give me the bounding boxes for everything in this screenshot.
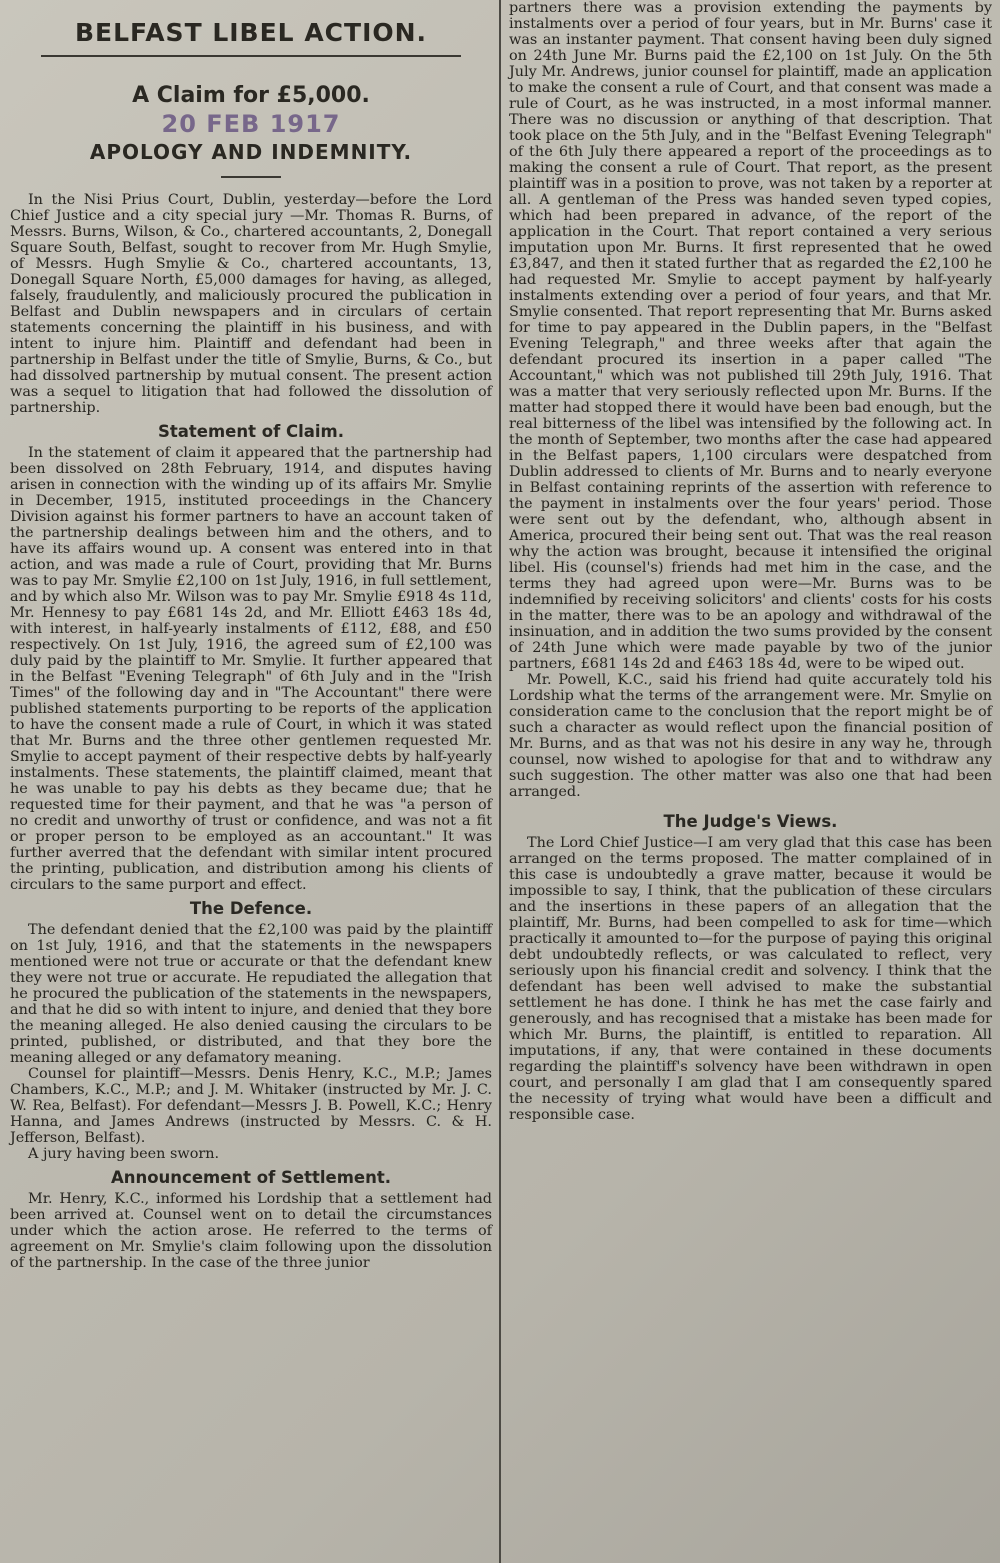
statement-heading: Statement of Claim. [157, 422, 345, 441]
judge-heading: The Judge's Views. [663, 812, 838, 831]
intro-paragraph: In the Nisi Prius Court, Dublin, yesterday—before the Lord Chief Justice and a city special jury —Mr. Thomas R. Burns, of Messrs. Burns, Wilson, & Co., chartered accountants, 2, Donegall Square South, Belfast, sought to recover from Mr. Hugh Smylie, of Messrs. Hugh Smylie & Co., chartered accountants, 13, Donegall Square North, £5,000 damages for having, as alleged, falsely, fraudulently, and maliciously procured the publication in Belfast and Dublin newspapers and in circulars of certain statements concerning the plaintiff in his business, and with intent to injure him. Plaintiff and defendant had been in partnership in Belfast under the title of Smylie, Burns, & Co., but had dissolved partnership by mutual consent. The present action was a sequel to litigation that had followed the dissolution of partnership. [10, 192, 492, 416]
headline-rule [41, 55, 461, 57]
settlement-heading: Announcement of Settlement. [110, 1168, 392, 1187]
jury-paragraph: A jury having been sworn. [28, 1146, 220, 1162]
date-stamp: 20 FEB 1917 [161, 110, 341, 138]
headline: BELFAST LIBEL ACTION. [74, 18, 428, 47]
column-divider [499, 0, 501, 1563]
subhead-claim: A Claim for £5,000. [132, 83, 370, 108]
powell-paragraph: Mr. Powell, K.C., said his friend had quite accurately told his Lordship what the terms of the arrangement were. Mr. Smylie on consideration came to the conclusion that the report might be of such a character as would reflect upon the financial position of Mr. Burns, and as that was not his desire in any way he, through counsel, now wished to apologise for that and to withdraw any such suggestion. The other matter was also one that had been arranged. [509, 672, 992, 800]
statement-paragraph: In the statement of claim it appeared that the partnership had been dissolved on 28th February, 1914, and disputes having arisen in connection with the winding up of its affairs Mr. Smylie in December, 1915, instituted proceedings in the Chancery Division against his former partners to have an account taken of the partnership dealings between him and the others, and to have its affairs wound up. A consent was entered into in that action, and was made a rule of Court, providing that Mr. Burns was to pay Mr. Smylie £2,100 on 1st July, 1916, in full settlement, and by which also Mr. Wilson was to pay Mr. Smylie £918 4s 11d, Mr. Hennesy to pay £681 14s 2d, and Mr. Elliott £463 18s 4d, with interest, in half-yearly instalments of £112, £88, and £50 respectively. On 1st July, 1916, the agreed sum of £2,100 was duly paid by the plaintiff to Mr. Smylie. It further appeared that in the Belfast "Evening Telegraph" of 6th July and in the "Irish Times" of the following day and in "The Accountant" there were published statements purporting to be reports of the application to have the consent made a rule of Court, in which it was stated that Mr. Burns and the three other gentlemen requested Mr. Smylie to accept payment of their respective debts by half-yearly instalments. These statements, the plaintiff claimed, meant that he was unable to pay his debts as they became due; that he requested time for their payment, and that he was "a person of no credit and unworthy of trust or confidence, and was not a fit or proper person to be employed as an accountant." It was further averred that the defendant with similar intent procured the printing, publication, and distribution among his clients of circulars to the same purport and effect. [10, 445, 492, 893]
counsel-paragraph: Counsel for plaintiff—Messrs. Denis Henry, K.C., M.P.; James Chambers, K.C., M.P.; and J. M. Whitaker (instructed by Mr. J. C. W. Rea, Belfast). For defendant—Messrs J. B. Powell, K.C.; Henry Hanna, and James Andrews (instructed by Messrs. C. & H. Jefferson, Belfast). [10, 1066, 492, 1146]
settlement-continued: partners there was a provision extending the payments by instalments over a period of four years, but in Mr. Burns' case it was an instanter payment. That consent having been duly signed on 24th June Mr. Burns paid the £2,100 on 1st July. On the 5th July Mr. Andrews, junior counsel for plaintiff, made an application to make the consent a rule of Court, and that consent was made a rule of Court, as he was instructed, in a most informal manner. There was no discussion or anything of that description. That took place on the 5th July, and in the "Belfast Evening Telegraph" of the 6th July there appeared a report of the proceedings as to making the consent a rule of Court. That report, as the present plaintiff was in a position to prove, was not taken by a reporter at all. A gentleman of the Press was handed seven typed copies, which had been prepared in advance, of the report of the application in the Court. That report contained a very serious imputation upon Mr. Burns. It first represented that he owed £3,847, and then it stated further that as regarded the £2,100 he had requested Mr. Smylie to accept payment by half-yearly instalments extending over a period of four years, and that Mr. Smylie consented. That report representing that Mr. Burns asked for time to pay appeared in the Dublin papers, in the "Belfast Evening Telegraph," and three weeks after that again the defendant procured its insertion in a paper called "The Accountant," which was not published till 29th July, 1916. That was a matter that very seriously reflected upon Mr. Burns. If the matter had stopped there it would have been bad enough, but the real bitterness of the libel was intensified by the following act. In the month of September, two months after the case had appeared in the Belfast papers, 1,100 circulars were despatched from Dublin addressed to clients of Mr. Burns and to nearly everyone in Belfast containing reprints of the assertion with reference to the payment in instalments over the four years' period. Those were sent out by the defendant, who, although absent in America, procured their being sent out. That was the real reason why the action was brought, because it intensified the original libel. His (counsel's) friends had met him in the case, and the terms they had agreed upon were—Mr. Burns was to be indemnified by receiving solicitors' and clients' costs for his costs in the matter, there was to be an apology and withdrawal of the insinuation, and in addition the two sums provided by the consent of 24th June which were made payable by two of the junior partners, £681 14s 2d and £463 18s 4d, were to be wiped out. [509, 0, 992, 672]
defence-heading: The Defence. [189, 899, 313, 918]
right-column [503, 0, 996, 1563]
section-rule [221, 176, 281, 178]
settlement-paragraph: Mr. Henry, K.C., informed his Lordship that a settlement had been arrived at. Counsel went on to detail the circumstances under which the action arose. He referred to the terms of agreement on Mr. Smylie's claim following upon the dissolution of the partnership. In the case of the three junior [10, 1191, 492, 1271]
subhead-apology: APOLOGY AND INDEMNITY. [89, 140, 413, 164]
defence-paragraph: The defendant denied that the £2,100 was paid by the plaintiff on 1st July, 1916, and that the statements in the newspapers mentioned were not true or accurate or that the defendant knew they were not true or accurate. He repudiated the allegation that he procured the publication of the statements in the newspapers, and that he did so with intent to injure, and denied that they bore the meaning alleged. He also denied causing the circulars to be printed, published, or distributed, and that they bore the meaning alleged or any defamatory meaning. [10, 922, 492, 1066]
judge-paragraph: The Lord Chief Justice—I am very glad that this case has been arranged on the terms proposed. The matter complained of in this case is undoubtedly a grave matter, because it would be impossible to say, I think, that the publication of these circulars and the insertions in these papers of an allegation that the plaintiff, Mr. Burns, had been compelled to ask for time—which practically it amounted to—for the purpose of paying this original debt undoubtedly reflects, or was calculated to reflect, very seriously upon his financial credit and solvency. I think that the defendant has been well advised to make the substantial settlement he has done. I think he has met the case fairly and generously, and has recognised that a mistake has been made for which Mr. Burns, the plaintiff, is entitled to reparation. All imputations, if any, that were contained in these documents regarding the plaintiff's solvency have been withdrawn in open court, and personally I am glad that I am consequently spared the necessity of trying what would have been a difficult and responsible case. [509, 835, 992, 1123]
left-column [4, 0, 498, 1563]
